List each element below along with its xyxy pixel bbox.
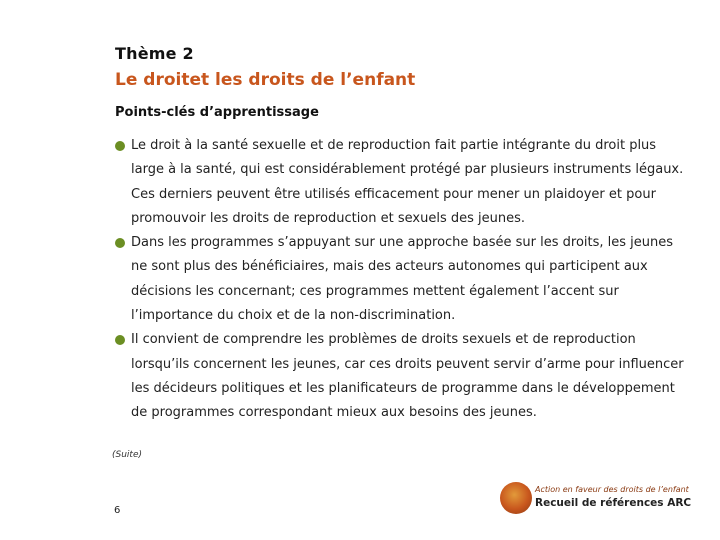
- list-item: [115, 134, 690, 231]
- arc-logo: [500, 482, 692, 518]
- page-title: Le droitet les droits de l’enfant: [115, 70, 416, 90]
- bullet-dot-icon: [115, 335, 125, 345]
- bullet-dot-icon: [115, 141, 125, 151]
- bullet-text: Le droit à la santé sexuelle et de reproduction fait partie intégrante du droit plus large à la santé, qui est considérablement protégé par plusieurs instruments légaux. Ces derniers peuvent être utilisés efficacement pour mener un plaidoyer et pour promouvoir les droits de reproduction et sexuels des jeunes.: [131, 138, 684, 226]
- arc-emblem-icon: [500, 482, 532, 514]
- logo-tagline: Action en faveur des droits de l’enfant: [535, 485, 689, 494]
- page-number: 6: [114, 505, 121, 516]
- bullet-text: Il convient de comprendre les problèmes de droits sexuels et de reproduction lorsqu’ils concernent les jeunes, car ces droits peuvent servir d’arme pour influencer les décideurs politiques et les planificateurs de programme dans le développement de programmes correspondant mieux aux besoins des jeunes.: [131, 332, 684, 421]
- bullet-dot-icon: [115, 238, 125, 248]
- section-subheading: Points-clés d’apprentissage: [115, 105, 319, 120]
- logo-title: Recueil de références ARC: [535, 497, 692, 509]
- list-item: [115, 231, 690, 328]
- theme-label: Thème 2: [115, 44, 194, 63]
- list-item: [115, 328, 690, 425]
- key-points-list: [115, 134, 690, 426]
- continued-note: (Suite): [112, 450, 143, 460]
- bullet-text: Dans les programmes s’appuyant sur une approche basée sur les droits, les jeunes ne sont plus des bénéficiaires, mais des acteurs autonomes qui participent aux décisions les concernant; ces programmes mettent également l’accent sur l’importance du choix et de la non-discrimination.: [131, 235, 674, 324]
